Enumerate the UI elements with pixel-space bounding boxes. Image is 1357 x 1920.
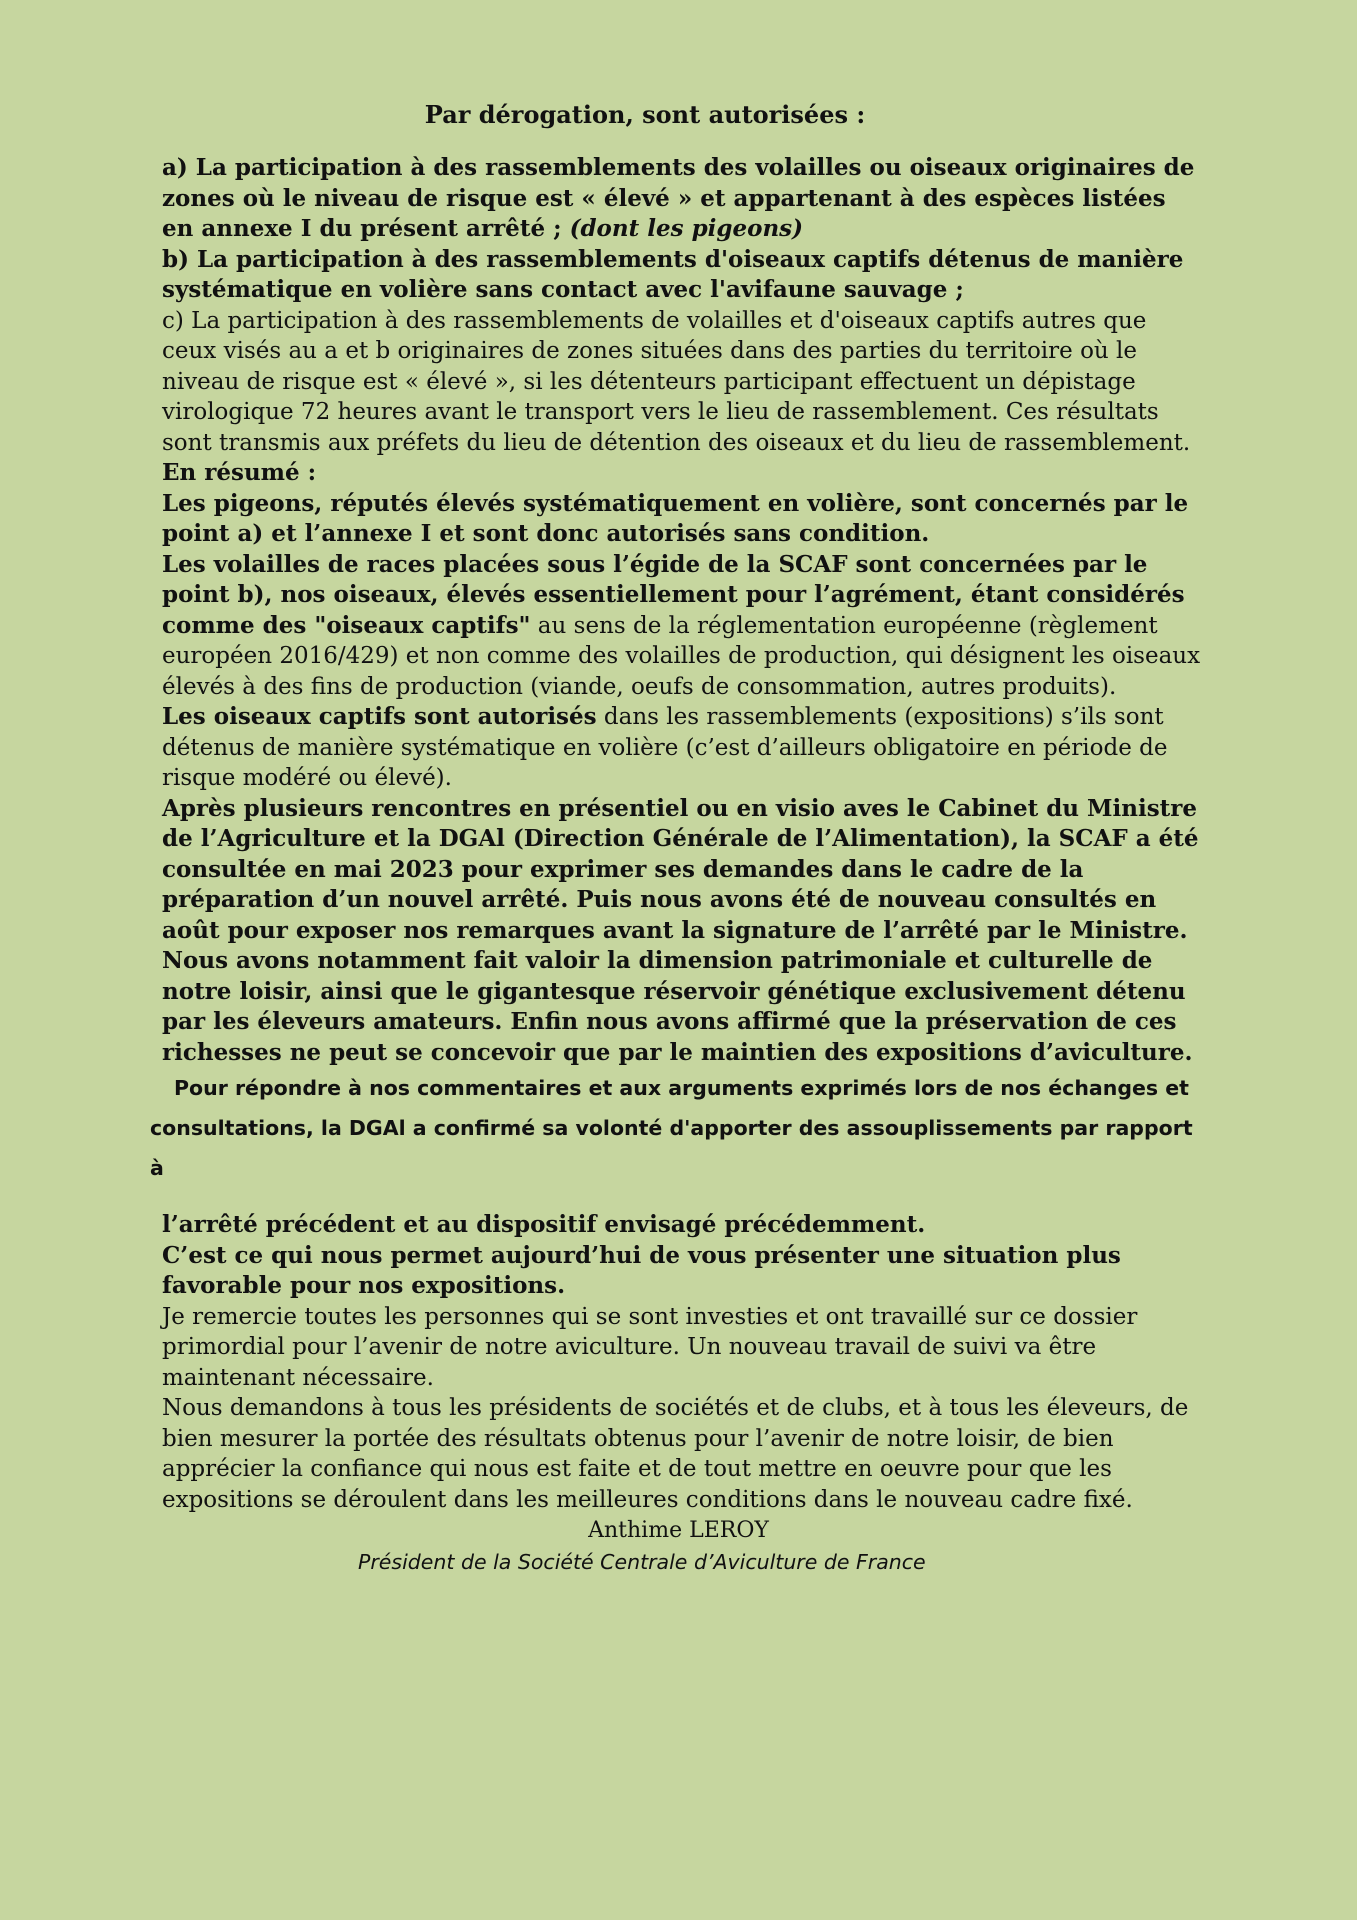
paragraph-je-remercie: Je remercie toutes les personnes qui se sont investies et ont travaillé sur ce dossier primordial pour l’avenir de notre aviculture. Un nouveau travail de suivi va être maintenant nécessaire. [162,1303,1138,1391]
document-body [150,153,1202,1515]
paragraph-volailles [162,550,1202,703]
paragraph-nous-demandons: Nous demandons à tous les présidents de sociétés et de clubs, et à tous les éleveurs, de bien mesurer la portée des résultats obtenus pour l’avenir de notre loisir, de bien apprécier la confiance qui nous est faite et de tout mettre en oeuvre pour que les expositions se déroulent dans les meilleures conditions dans le nouveau cadre fixé. [162,1395,1189,1513]
signature-title: Président de la Société Centrale d’Aviculture de France [358,1550,926,1574]
paragraph-pour-repondre-line-2: consultations, la DGAl a confirmé sa volonté d'apporter des assouplissements par rapport à [150,1116,1193,1180]
paragraph-a-bold: a) La participation à des rassemblements des volailles ou oiseaux originaires de zones où le niveau de risque est « élevé » et appartenant à des espèces listées en annexe I du présent arrêté ; [162,154,1195,242]
paragraph-pigeons: Les pigeons, réputés élevés systématiquement en volière, sont concernés par le point a) et l’annexe I et sont donc autorisés sans condition. [162,489,1189,547]
paragraph-volailles-bold: Les volailles de races placées sous l’égide de la SCAF sont concernées par le point b), nos oiseaux, élevés essentiellement pour l’agrément, étant considérés comme des "oiseaux captifs" [162,550,1185,639]
paragraph-volailles-rest: au sens de la réglementation européenne (règlement européen 2016/429) et non comme des volailles de production, qui désignent les oiseaux élevés à des fins de production (viande, oeufs de consommation, autres produits). [162,612,1201,700]
paragraph-cest-ce-qui: C’est ce qui nous permet aujourd’hui de vous présenter une situation plus favorable pour nos expositions. [162,1241,1121,1299]
paragraph-captifs-bold: Les oiseaux captifs sont autorisés [162,703,597,730]
paragraph-c: c) La participation à des rassemblements de volailles et d'oiseaux captifs autres que ceux visés au a et b originaires de zones situées dans des parties du territoire où le niveau de risque est « élevé », si les détenteurs participant effectuent un dépistage virologique 72 heures avant le transport vers le lieu de rassemblement. Ces résultats sont transmis aux préfets du lieu de détention des oiseaux et du lieu de rassemblement. [162,307,1191,456]
paragraph-apres: Après plusieurs rencontres en présentiel ou en visio aves le Cabinet du Ministre de l’Agriculture et la DGAl (Direction Générale de l’Alimentation), la SCAF a été consultée en mai 2023 pour exprimer ses demandes dans le cadre de la préparation d’un nouvel arrêté. Puis nous avons été de nouveau consultés en août pour exposer nos remarques avant la signature de l’arrêté par le Ministre. [162,794,1199,944]
paragraph-b: b) La participation à des rassemblements d'oiseaux captifs détenus de manière systématique en volière sans contact avec l'avifaune sauvage ; [162,245,1184,303]
resume-title: En résumé : [162,459,317,486]
paragraph-captifs-rest: dans les rassemblements (expositions) s’ils sont détenus de manière systématique en volière (c’est d’ailleurs obligatoire en période de risque modéré ou élevé). [162,704,1168,791]
paragraph-a [162,153,1202,245]
paragraph-a-italic: (dont les pigeons) [569,215,803,242]
page-heading: Par dérogation, sont autorisées : [424,100,866,129]
signature-block [0,1516,1357,1578]
paragraph-nous-avons: Nous avons notamment fait valoir la dimension patrimoniale et culturelle de notre loisir, ainsi que le gigantesque réservoir génétique exclusivement détenu par les éleveurs amateurs. Enfin nous avons affirmé que la préservation de ces richesses ne peut se concevoir que par le maintien des expositions d’aviculture. [162,947,1193,1066]
signature-name-text: Anthime LEROY [588,1518,769,1543]
signature-name [0,1516,1357,1546]
paragraph-pour-repondre-line-1: Pour répondre à nos commentaires et aux arguments exprimés lors de nos échanges et [174,1076,1189,1100]
paragraph-captifs [162,702,1202,794]
paragraph-arrete-precedent: l’arrêté précédent et au dispositif envisagé précédemment. [162,1211,926,1238]
